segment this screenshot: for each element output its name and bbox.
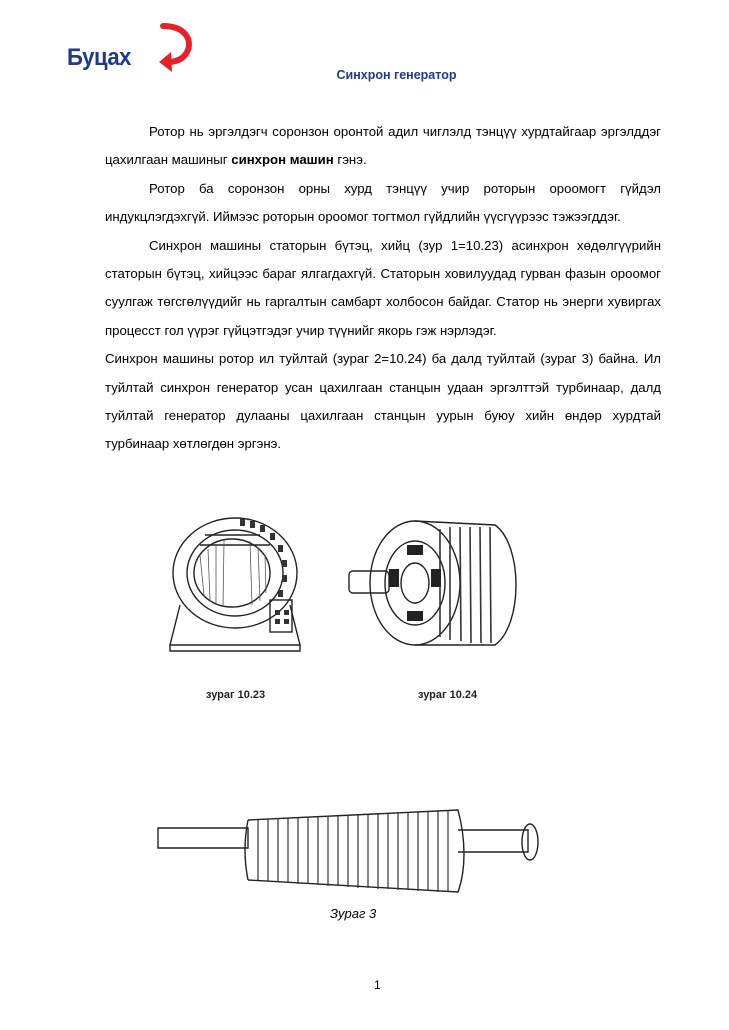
paragraph-2: Ротор ба соронзон орны хурд тэнцүү учир роторын ороомогт гүйдэл индукцлэгдэхгүй. Иймээс роторын ороомог тогтмол гүйдлийн үүсгүүрээс тэжээгддэг. bbox=[105, 180, 661, 225]
page-title: Синхрон генератор bbox=[336, 68, 457, 82]
body-text bbox=[105, 118, 661, 459]
paragraph-1: Ротор нь эргэлдэгч соронзон оронтой адил чиглэлд тэнцүү хурдтайгаар эргэлддэг цахилгаан машиныг синхрон машин гэнэ. bbox=[105, 124, 661, 168]
figure-1-caption: зураг 10.23 bbox=[206, 689, 266, 701]
figure-2-caption: зураг 10.24 bbox=[418, 689, 478, 701]
non-salient-pole-rotor-figure bbox=[148, 800, 548, 900]
curved-arrow-icon[interactable] bbox=[155, 22, 197, 74]
back-label[interactable]: Буцах bbox=[67, 44, 131, 71]
figure-3-caption: Зураг 3 bbox=[330, 906, 377, 921]
bold-term: синхрон машин bbox=[231, 152, 334, 168]
stator-figure bbox=[160, 505, 310, 655]
paragraph-3: Синхрон машины статорын бүтэц, хийц (зур 1=10.23) асинхрон хөдөлгүүрийн статорын бүтэц, хийцээс бараг ялгагдахгүй. Статорын ховилуудад гурван фазын ороомог суулгаж төгсгөлүүдийг нь гаргалтын самбарт холбосон байдаг. Статор нь энерги хувиргах процесст гол үүрэг гүйцэтгэдэг учир түүнийг якорь гэж нэрлэдэг. bbox=[105, 237, 661, 338]
paragraph-4: Синхрон машины ротор ил туйлтай (зураг 2=10.24) ба далд туйлтай (зураг 3) байна. Ил туйлтай синхрон генератор усан цахилгаан станцын удаан эргэлттэй турбинаар, далд туйлтай генератор дулааны цахилгаан станцын уурын буюу хийн өндөр хурдтай турбинаар хөтлөгдөн эргэнэ. bbox=[105, 351, 661, 452]
page-number: 1 bbox=[374, 978, 381, 992]
salient-pole-rotor-figure bbox=[345, 505, 535, 680]
